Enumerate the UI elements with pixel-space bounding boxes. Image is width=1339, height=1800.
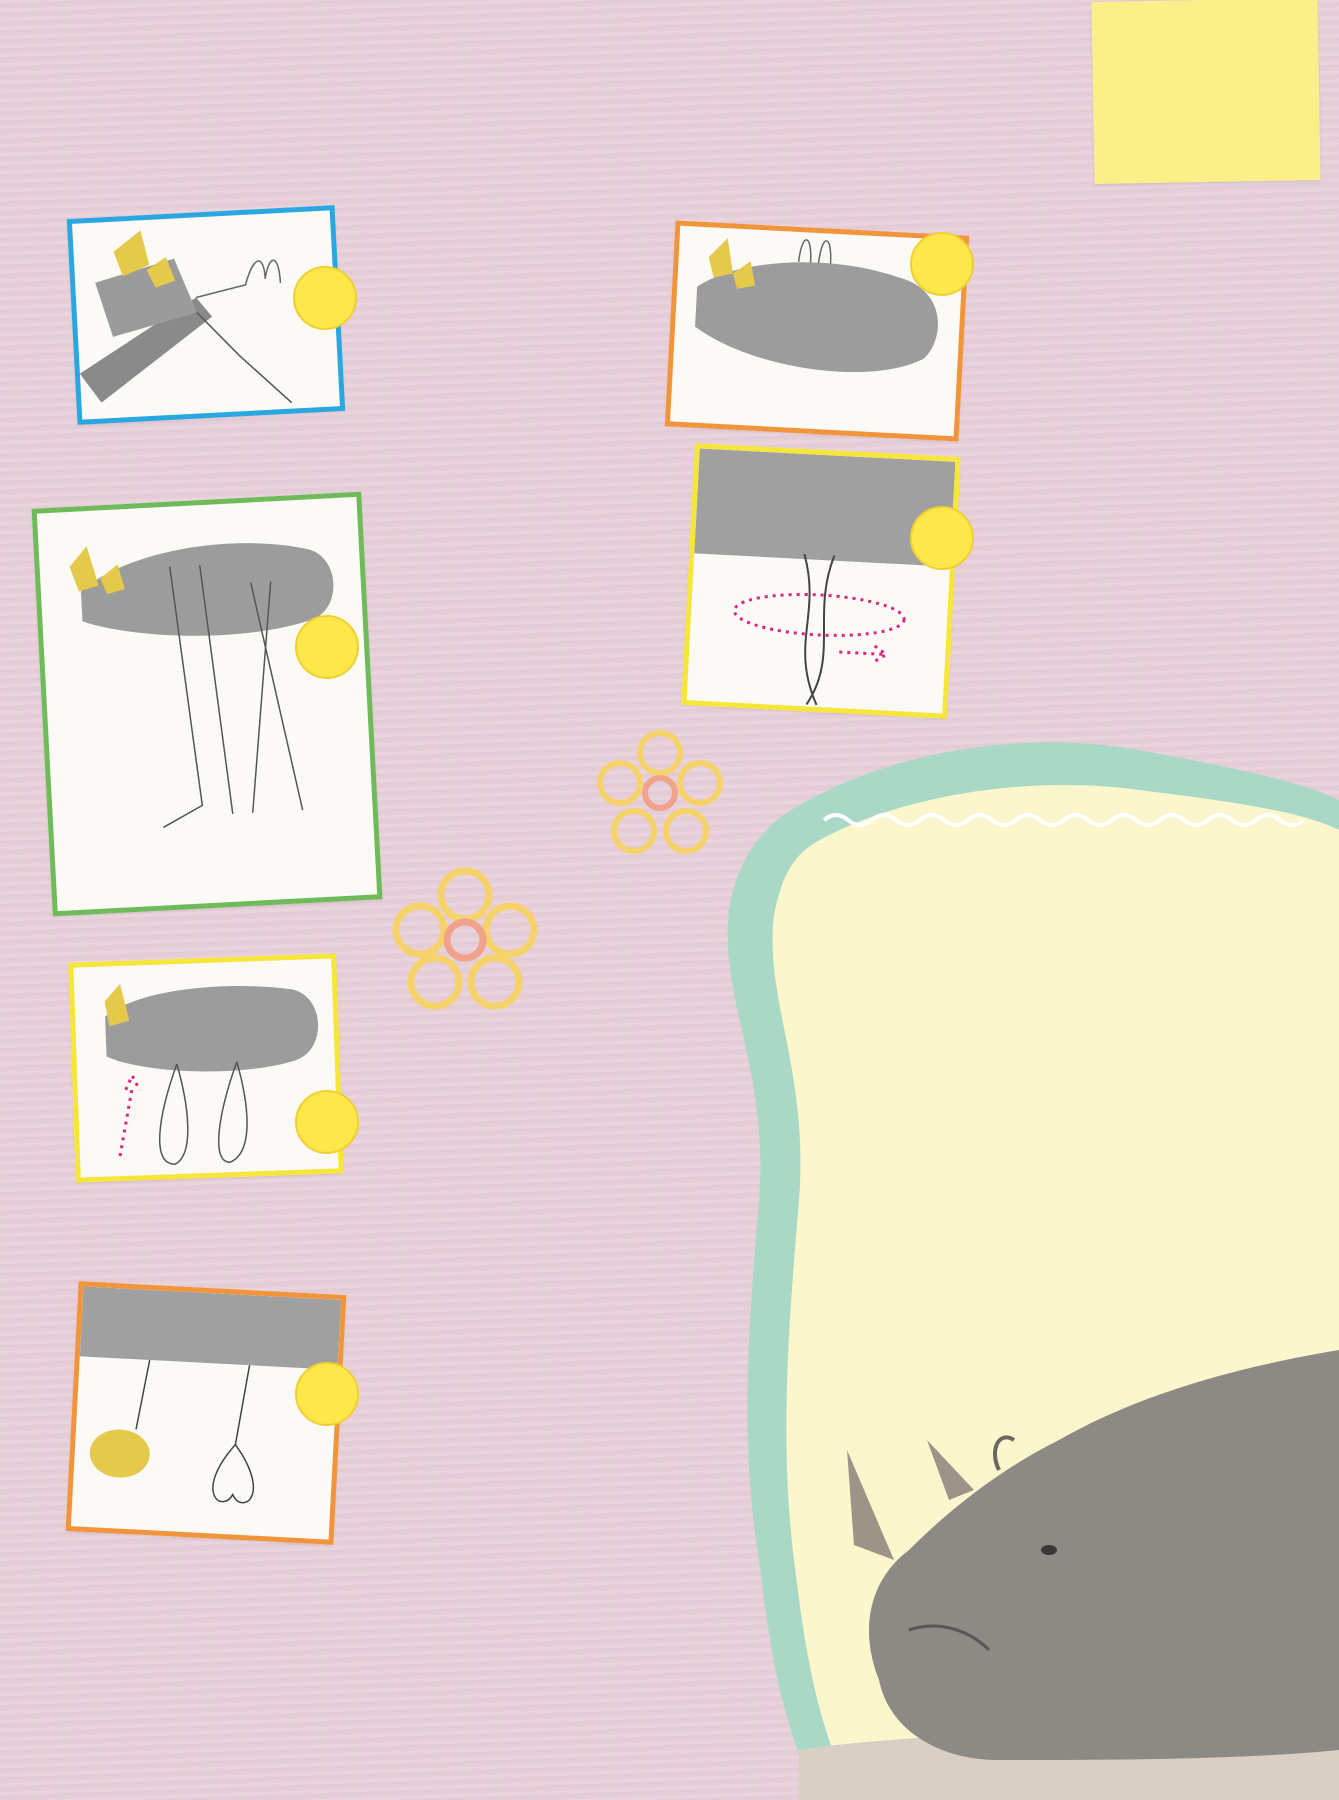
step-7-photo: [68, 953, 344, 1182]
step-6-badge: [910, 506, 974, 570]
wire-loops-illustration: [73, 959, 338, 1178]
rhino-photo: [799, 1330, 1339, 1800]
page-number-tab: [1091, 0, 1320, 184]
flower-decoration-large: [385, 860, 545, 1020]
step-6-photo: [681, 443, 960, 719]
step-5-photo: [32, 492, 383, 917]
step-7-badge: [295, 1090, 359, 1154]
step-3-badge: [293, 266, 357, 330]
step-4-badge: [910, 232, 974, 296]
twisted-wire-illustration: [687, 448, 956, 713]
step-5-badge: [295, 615, 359, 679]
rhino-legs-illustration: [37, 497, 377, 911]
step-8-badge: [295, 1362, 359, 1426]
